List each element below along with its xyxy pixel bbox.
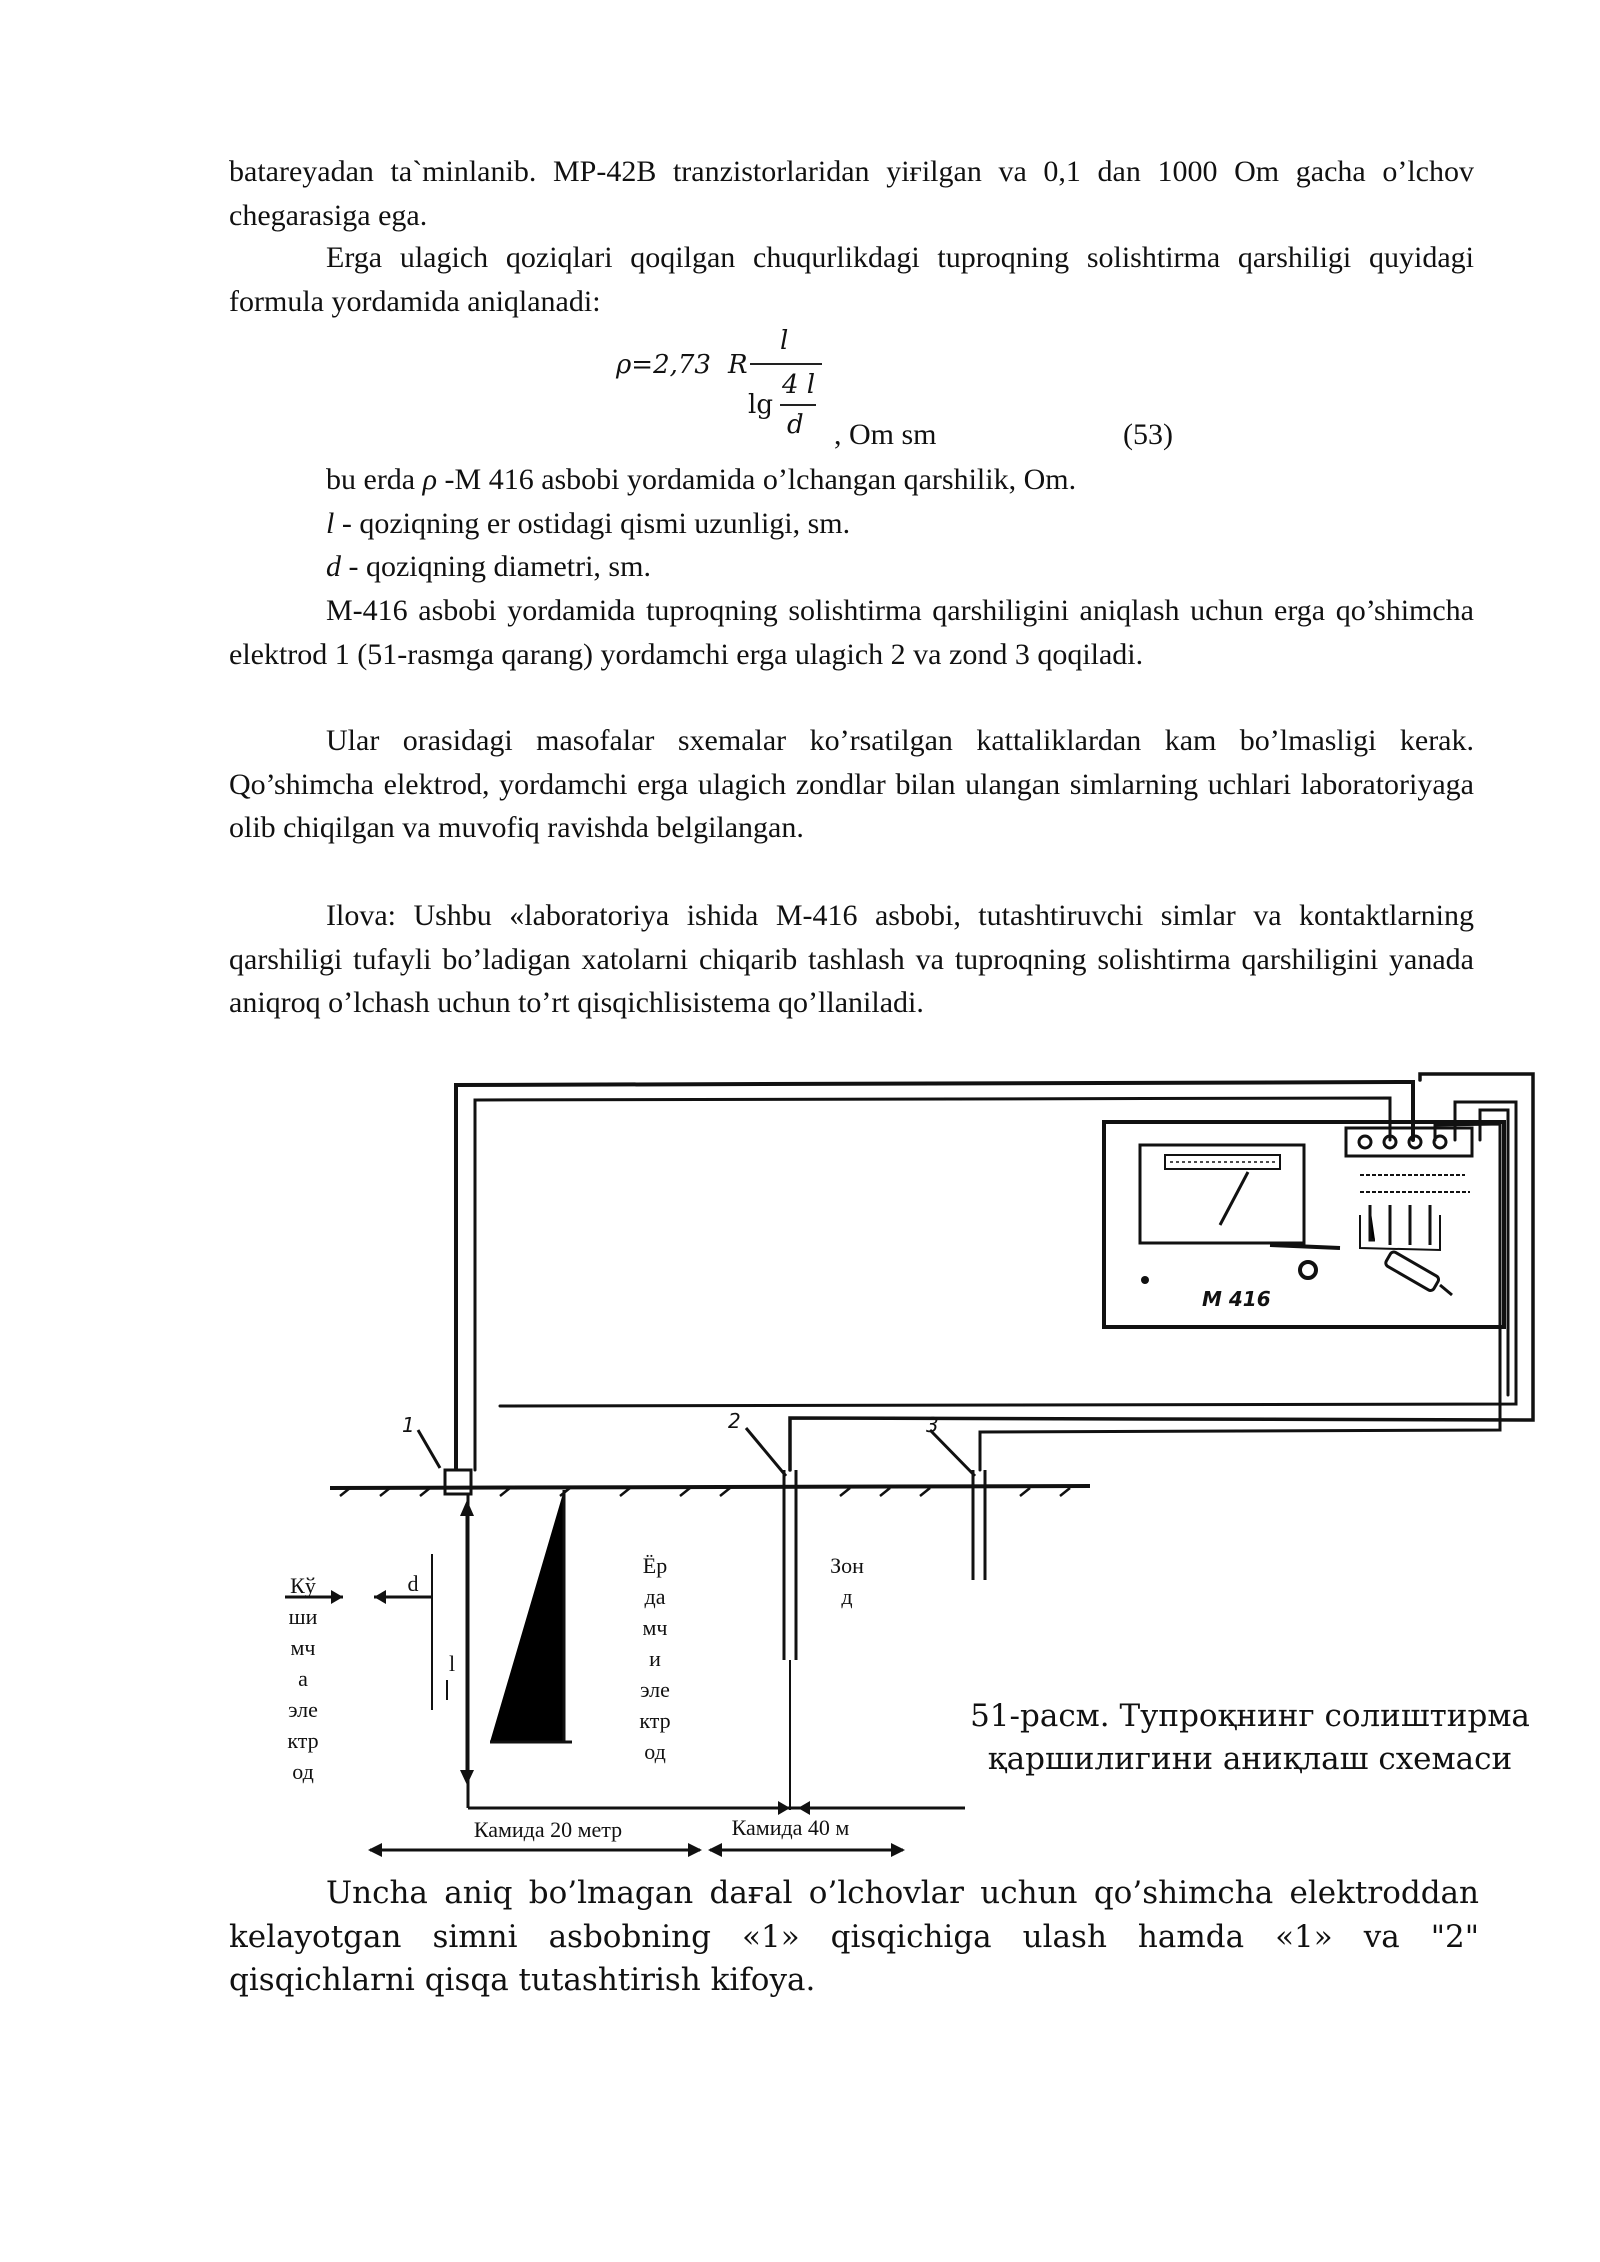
d-symbol: d	[326, 550, 341, 583]
formula-numerator: l	[780, 326, 789, 356]
p4-text: - qoziqning er ostidagi qismi uzunligi, sm.	[334, 507, 851, 540]
label-distance-40: Камида 40 м	[731, 1815, 850, 1840]
formula-inner-denominator: d	[787, 410, 804, 440]
paragraph-7: Ular orasidagi masofalar sxemalar ko’rsatilgan kattaliklardan kam bo’lmasligi kerak. Qo’shimcha elektrod, yordamchi erga ulagich zondlar bilan ulangan simlarning uchlari laboratoriyaga olib chiqilgan va muvofiq ravishda belgilangan.	[229, 724, 1474, 844]
electrode-1-head	[445, 1470, 471, 1494]
rho-symbol: ρ	[422, 463, 438, 496]
marker-2-label: 2	[728, 1409, 741, 1433]
marker-3-label: 3	[926, 1413, 939, 1437]
electrode-2-rod	[784, 1470, 796, 1660]
m416-device	[1104, 1122, 1504, 1327]
label-l: l	[448, 1651, 456, 1676]
paragraph-2: Erga ulagich qoziqlari qoqilgan chuqurlikdagi tuproqning solishtirma qarshiligi quyidagi formula yordamida aniqlanadi:	[229, 241, 1474, 318]
p3-prefix: bu erda	[326, 463, 423, 496]
paragraph-6: M-416 asbobi yordamida tuproqning solishtirma qarshiligini aniqlash uchun erga qo’shimcha elektrod 1 (51-rasmga qarang) yordamchi erga ulagich 2 va zond 3 qoqiladi.	[229, 594, 1474, 671]
marker-1-label: 1	[402, 1413, 415, 1437]
wire-right-top	[790, 1074, 1533, 1470]
formula-lg: lg	[748, 390, 773, 420]
marker-1-leader	[418, 1430, 440, 1468]
paragraph-9: Uncha aniq bo’lmagan daғal o’lchovlar uchun qo’shimcha elektroddan kelayotgan simni asbobning «1» qisqichiga ulash hamda «1» va "2" qisqichlarni qisqa tutashtirish kifoya.	[229, 1875, 1479, 1998]
wire-outer-left	[456, 1082, 1413, 1468]
label-distance-20: Камида 20 метр	[473, 1817, 623, 1842]
paragraph-8: Ilova: Ushbu «laboratoriya ishida M-416 asbobi, tutashtiruvchi simlar va kontaktlarning qarshiligi tufayli bo’ladigan xatolarni chiqarib tashlash va tuproqning solishtirma qarshiligini yanada aniqroq o’lchash uchun to’rt qisqichlisistema qo’llaniladi.	[229, 899, 1474, 1019]
l-symbol: l	[326, 507, 335, 540]
label-probe: Зон д	[830, 1553, 864, 1609]
label-d: d	[407, 1571, 419, 1596]
buried-wire	[490, 1490, 572, 1742]
formula-R: R	[728, 350, 748, 380]
p5-text: - qoziqning diametri, sm.	[341, 550, 651, 583]
formula-number: (53)	[1123, 418, 1173, 451]
formula-lhs: ρ=2,73	[616, 350, 711, 380]
marker-2-leader	[746, 1428, 786, 1476]
paragraph-1: batareyadan ta`minlanib. MP-42B tranzistorlaridan yiғilgan va 0,1 dan 1000 Om gacha o’lchov chegarasiga ega.	[229, 155, 1474, 232]
label-extra-electrode: Кў ши мч а эле ктр од	[287, 1573, 319, 1784]
label-aux-ground: Ёр да мч и эле ктр од	[639, 1553, 671, 1764]
p3-suffix: -M 416 asbobi yordamida o’lchangan qarshilik, Om.	[437, 463, 1077, 496]
formula-inner-numerator: 4 l	[782, 370, 816, 400]
figure-caption: 51-расм. Тупроқнинг солиштирма қаршилигини аниқлаш схемаси	[970, 1698, 1530, 1777]
formula-unit: , Om sm	[834, 418, 937, 451]
device-model-label: M 416	[1202, 1287, 1271, 1311]
